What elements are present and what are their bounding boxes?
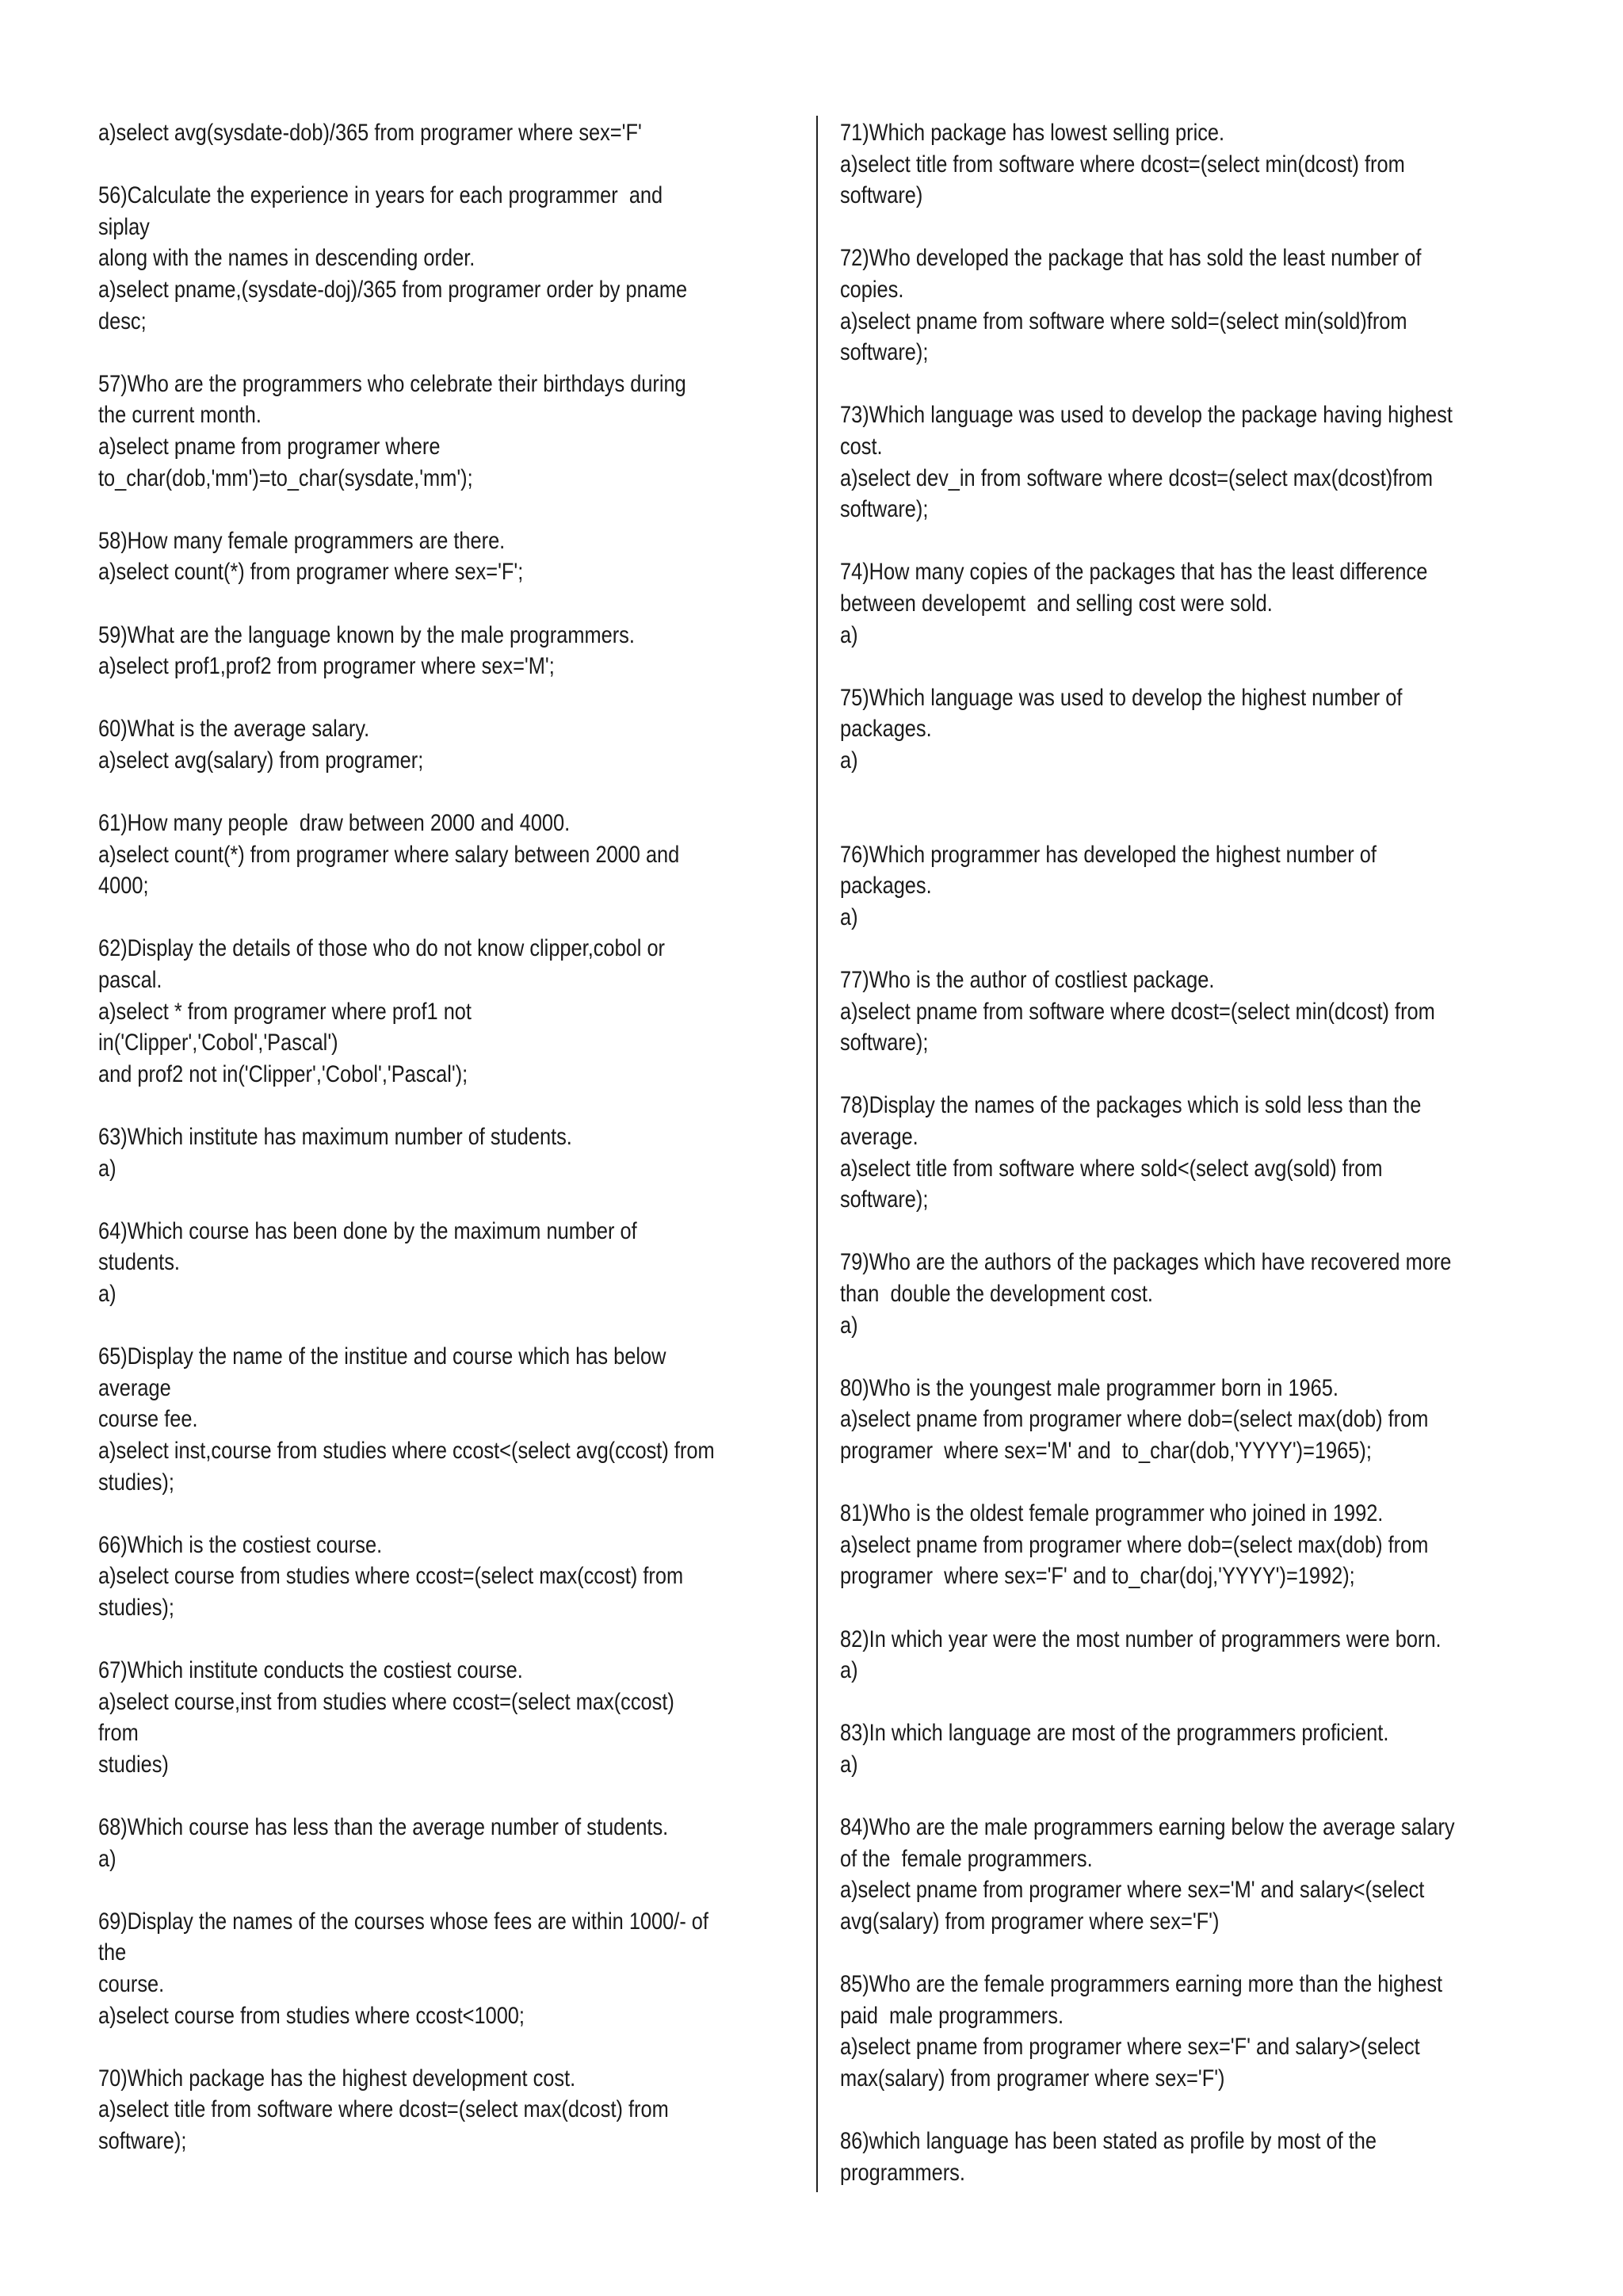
question-block <box>98 1341 800 1498</box>
question-block <box>840 399 1536 525</box>
text-line: 59)What are the language known by the male programmers. <box>98 621 635 648</box>
text-line: 84)Who are the male programmers earning below the average salary <box>840 1814 1455 1841</box>
text-line: 86)which language has been stated as profile by most of the <box>840 2128 1377 2154</box>
question-block <box>840 1624 1536 1687</box>
text-line: 80)Who is the youngest male programmer born in 1965. <box>840 1374 1338 1401</box>
text-line: 79)Who are the authors of the packages which have recovered more <box>840 1249 1452 1276</box>
text-line: from <box>98 1720 139 1747</box>
text-line: along with the names in descending order. <box>98 245 475 272</box>
text-line: 64)Which course has been done by the maximum number of <box>98 1217 637 1244</box>
question-block <box>840 1090 1536 1215</box>
text-line: studies); <box>98 1469 174 1496</box>
question-block <box>840 682 1536 777</box>
text-line: a)select inst,course from studies where ccost<(select avg(ccost) from <box>98 1437 715 1464</box>
text-line: 76)Which programmer has developed the highest number of <box>840 841 1377 868</box>
text-line: of the female programmers. <box>840 1845 1093 1872</box>
question-block <box>840 1498 1536 1592</box>
question-block <box>840 965 1536 1059</box>
text-line: a) <box>840 1657 858 1684</box>
text-line: software); <box>98 2128 187 2154</box>
question-block <box>98 1530 800 1624</box>
text-line: 75)Which language was used to develop the highest number of <box>840 684 1403 711</box>
question-block <box>840 243 1536 368</box>
text-line: 70)Which package has the highest development cost. <box>98 2065 576 2092</box>
text-line: students. <box>98 1249 180 1276</box>
text-line: a)select title from software where sold<(select avg(sold) from <box>840 1155 1383 1182</box>
text-line: 85)Who are the female programmers earning more than the highest <box>840 1971 1443 1998</box>
text-line: studies); <box>98 1594 174 1621</box>
question-block <box>98 620 800 682</box>
text-line: a) <box>840 621 858 648</box>
right-column <box>840 117 1537 2220</box>
text-line: 81)Who is the oldest female programmer who joined in 1992. <box>840 1500 1384 1527</box>
text-line: and prof2 not in('Clipper','Cobol','Pascal'); <box>98 1060 468 1087</box>
question-block <box>840 1373 1536 1467</box>
question-block <box>98 1216 800 1310</box>
text-line: 83)In which language are most of the programmers proficient. <box>840 1720 1389 1747</box>
text-line: a)select course from studies where ccost=(select max(ccost) from <box>98 1563 684 1590</box>
text-line: 82)In which year were the most number of programmers were born. <box>840 1626 1442 1652</box>
text-line: 73)Which language was used to develop the package having highest <box>840 402 1453 429</box>
text-line: 67)Which institute conducts the costiest course. <box>98 1657 523 1684</box>
question-block <box>98 933 800 1090</box>
text-line: paid male programmers. <box>840 2002 1064 2029</box>
question-block <box>840 839 1536 934</box>
text-line: course. <box>98 1971 165 1998</box>
text-line: 61)How many people draw between 2000 and 4000. <box>98 810 571 837</box>
question-block <box>840 1969 1536 2094</box>
text-line: a)select prof1,prof2 from programer where sex='M'; <box>98 653 555 680</box>
text-line: packages. <box>840 716 932 743</box>
text-line: a)select title from software where dcost=(select max(dcost) from <box>98 2096 669 2123</box>
text-line: 62)Display the details of those who do not know clipper,cobol or <box>98 935 666 962</box>
text-line: 60)What is the average salary. <box>98 716 370 743</box>
text-line: 69)Display the names of the courses whose fees are within 1000/- of <box>98 1908 708 1935</box>
text-line: max(salary) from programer where sex='F') <box>840 2065 1225 2092</box>
text-line: a)select pname from software where sold=(select min(sold)from <box>840 308 1407 334</box>
text-line: a)select pname from programer where dob=(select max(dob) from <box>840 1531 1429 1558</box>
text-line: a)select count(*) from programer where salary between 2000 and <box>98 841 680 868</box>
text-line: 71)Which package has lowest selling price. <box>840 120 1225 146</box>
text-line: 72)Who developed the package that has sold the least number of <box>840 245 1422 272</box>
question-block <box>840 556 1536 651</box>
text-line: a)select pname from software where dcost=(select min(dcost) from <box>840 998 1435 1025</box>
text-line: a)select title from software where dcost=(select min(dcost) from <box>840 151 1405 178</box>
text-line: avg(salary) from programer where sex='F') <box>840 1908 1220 1935</box>
text-line: programer where sex='M' and to_char(dob,'YYYY')=1965); <box>840 1437 1372 1464</box>
text-line: a) <box>840 904 858 930</box>
text-line: software); <box>840 496 929 523</box>
text-line: software) <box>840 182 923 209</box>
question-block <box>98 369 800 494</box>
text-line: a)select pname from programer where sex='M' and salary<(select <box>840 1877 1425 1904</box>
question-block <box>840 117 1536 212</box>
text-line: a)select count(*) from programer where sex='F'; <box>98 559 524 586</box>
text-line: cost. <box>840 433 883 460</box>
text-line: a) <box>98 1845 116 1872</box>
text-line: a)select course,inst from studies where ccost=(select max(ccost) <box>98 1688 674 1715</box>
question-block <box>98 1121 800 1184</box>
question-block <box>98 713 800 776</box>
blank-spacer <box>840 808 1537 839</box>
question-block <box>98 2063 800 2157</box>
text-line: 74)How many copies of the packages that has the least difference <box>840 559 1428 586</box>
text-line: software); <box>840 1186 929 1213</box>
text-line: a)select pname,(sysdate-doj)/365 from programer order by pname <box>98 276 688 303</box>
text-line: a) <box>98 1155 116 1182</box>
text-line: 68)Which course has less than the average number of students. <box>98 1814 669 1841</box>
text-line: average <box>98 1374 171 1401</box>
question-block <box>98 808 800 902</box>
left-column <box>98 117 802 2188</box>
text-line: a) <box>840 1312 858 1339</box>
text-line: 4000; <box>98 873 149 900</box>
question-block <box>840 1812 1536 1937</box>
text-line: 57)Who are the programmers who celebrate their birthdays during <box>98 370 686 397</box>
text-line: in('Clipper','Cobol','Pascal') <box>98 1030 338 1056</box>
text-line: studies) <box>98 1751 169 1778</box>
text-line: the <box>98 1939 127 1966</box>
text-line: a)select * from programer where prof1 not <box>98 998 472 1025</box>
question-block <box>840 1717 1536 1780</box>
text-line: 66)Which is the costiest course. <box>98 1531 383 1558</box>
text-line: 56)Calculate the experience in years for each programmer and <box>98 182 663 209</box>
text-line: a)select dev_in from software where dcost=(select max(dcost)from <box>840 464 1433 491</box>
text-line: a)select avg(sysdate-dob)/365 from programer where sex='F' <box>98 120 642 146</box>
question-block <box>98 180 800 337</box>
text-line: 78)Display the names of the packages which is sold less than the <box>840 1092 1422 1119</box>
text-line: packages. <box>840 873 932 900</box>
text-line: a)select avg(salary) from programer; <box>98 747 424 774</box>
text-line: pascal. <box>98 967 162 994</box>
text-line: 63)Which institute has maximum number of students. <box>98 1124 572 1150</box>
text-line: a)select pname from programer where dob=(select max(dob) from <box>840 1406 1429 1433</box>
text-line: 65)Display the name of the institue and course which has below <box>98 1343 666 1370</box>
column-divider <box>816 116 818 2192</box>
question-block <box>98 1906 800 2031</box>
question-block <box>840 2126 1536 2188</box>
text-line: siplay <box>98 213 150 240</box>
question-block <box>840 1247 1536 1341</box>
text-line: the current month. <box>98 402 262 429</box>
text-line: desc; <box>98 308 147 334</box>
text-line: a) <box>840 747 858 774</box>
text-line: 58)How many female programmers are there. <box>98 527 506 554</box>
text-line: 77)Who is the author of costliest package. <box>840 967 1215 994</box>
text-line: than double the development cost. <box>840 1280 1153 1307</box>
question-block <box>98 525 800 588</box>
text-line: a)select pname from programer where <box>98 433 441 460</box>
question-block <box>98 117 800 149</box>
text-line: software); <box>840 1030 929 1056</box>
text-line: programer where sex='F' and to_char(doj,'YYYY')=1992); <box>840 1563 1355 1590</box>
text-line: to_char(dob,'mm')=to_char(sysdate,'mm'); <box>98 464 473 491</box>
question-block <box>98 1655 800 1780</box>
text-line: a)select pname from programer where sex='F' and salary>(select <box>840 2034 1420 2061</box>
text-line: a) <box>98 1280 116 1307</box>
text-line: a) <box>840 1751 858 1778</box>
text-line: software); <box>840 339 929 366</box>
text-line: a)select course from studies where ccost<1000; <box>98 2002 525 2029</box>
text-line: between developemt and selling cost were sold. <box>840 590 1273 617</box>
text-line: programmers. <box>840 2159 965 2186</box>
text-line: average. <box>840 1124 918 1150</box>
text-line: course fee. <box>98 1406 198 1433</box>
question-block <box>98 1812 800 1874</box>
text-line: copies. <box>840 276 904 303</box>
